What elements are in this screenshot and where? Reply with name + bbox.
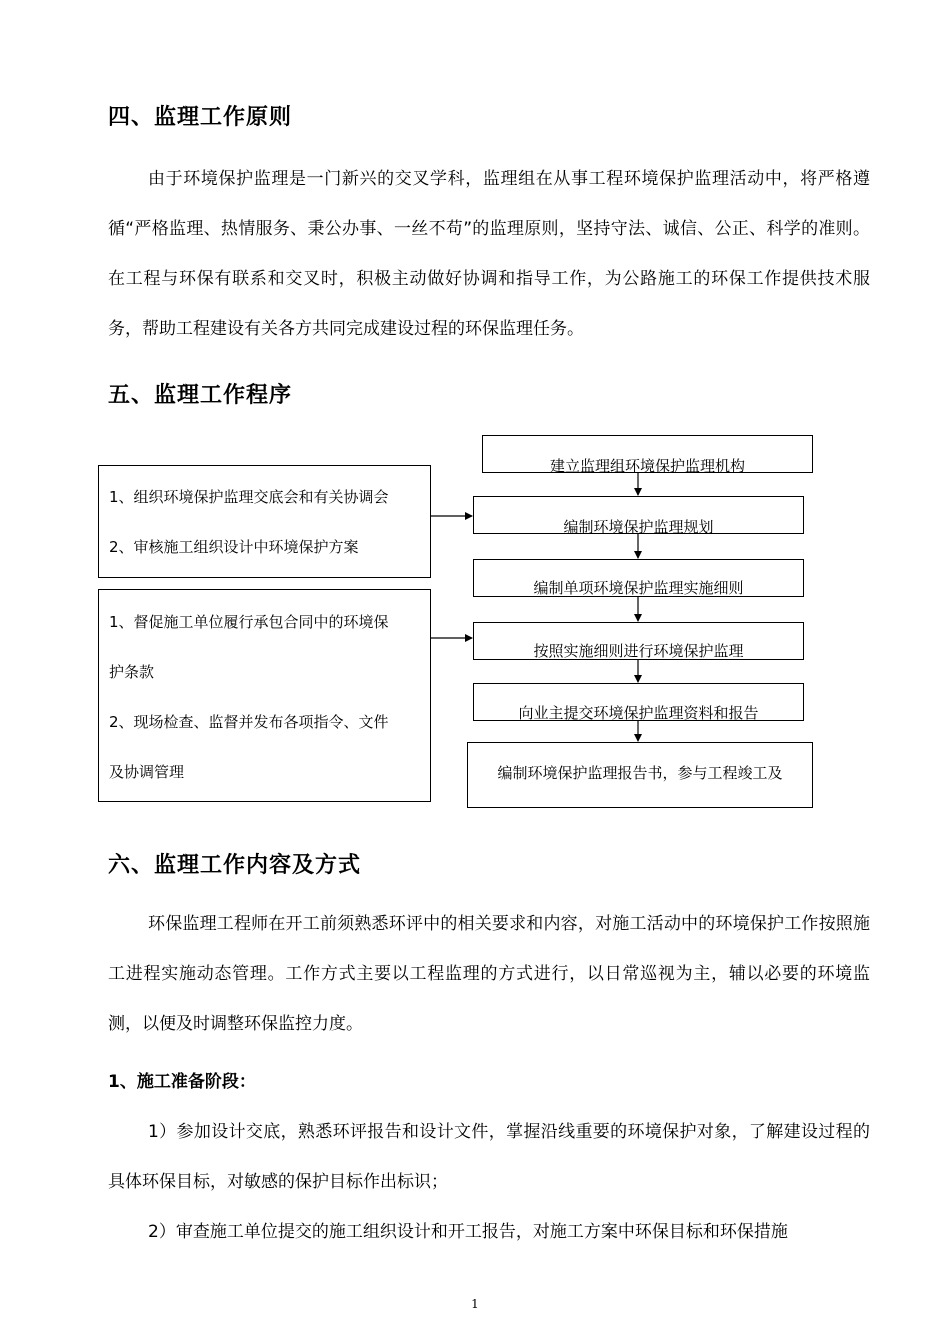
section-4-title: 四、监理工作原则: [108, 105, 293, 130]
flow-step-4-label: 按照实施细则进行环境保护监理: [533, 642, 744, 660]
flow-step-2-label: 编制环境保护监理规划: [563, 518, 714, 536]
subsection-1-title: 1、施工准备阶段：: [108, 1072, 256, 1092]
section-5-title: 五、监理工作程序: [108, 383, 293, 408]
flow-step-6-label: 编制环境保护监理报告书，参与工程竣工及: [497, 764, 783, 782]
flow-step-5-label: 向业主提交环境保护监理资料和报告: [518, 704, 759, 722]
side-box-2-line-2: 护条款: [109, 663, 155, 681]
subsection-1-item-2: 2）审查施工单位提交的施工组织设计和开工报告，对施工方案中环保目标和环保措施: [148, 1222, 788, 1242]
section-6-title: 六、监理工作内容及方式: [108, 853, 362, 878]
side-box-2-line-4: 及协调管理: [109, 763, 185, 781]
section-4-paragraph: 由于环境保护监理是一门新兴的交叉学科，监理组在从事工程环境保护监理活动中，将严格遵循“严格监理、热情服务、秉公办事、一丝不苟”的监理原则，坚持守法、诚信、公正、科学的准则。在工程与环保有联系和交叉时，积极主动做好协调和指导工作，为公路施工的环保工作提供技术服务，帮助工程建设有关各方共同完成建设过程的环保监理任务。: [108, 169, 870, 339]
side-box-2-line-1: 1、督促施工单位履行承包合同中的环境保: [109, 613, 389, 631]
subsection-1-item-1: 1）参加设计交底，熟悉环评报告和设计文件，掌握沿线重要的环境保护对象，了解建设过程的具体环保目标，对敏感的保护目标作出标识；: [108, 1122, 870, 1192]
side-box-1-line-1: 1、组织环境保护监理交底会和有关协调会: [109, 488, 389, 506]
flow-step-3-label: 编制单项环境保护监理实施细则: [533, 579, 744, 597]
side-box-1-line-2: 2、审核施工组织设计中环境保护方案: [109, 538, 359, 556]
section-6-paragraph: 环保监理工程师在开工前须熟悉环评中的相关要求和内容，对施工活动中的环境保护工作按照施工进程实施动态管理。工作方式主要以工程监理的方式进行，以日常巡视为主，辅以必要的环境监测，以便及时调整环保监控力度。: [108, 914, 870, 1034]
side-box-2-line-3: 2、现场检查、监督并发布各项指令、文件: [109, 713, 389, 731]
page-number: 1: [471, 1297, 479, 1311]
flow-step-1-label: 建立监理组环境保护监理机构: [549, 457, 745, 475]
